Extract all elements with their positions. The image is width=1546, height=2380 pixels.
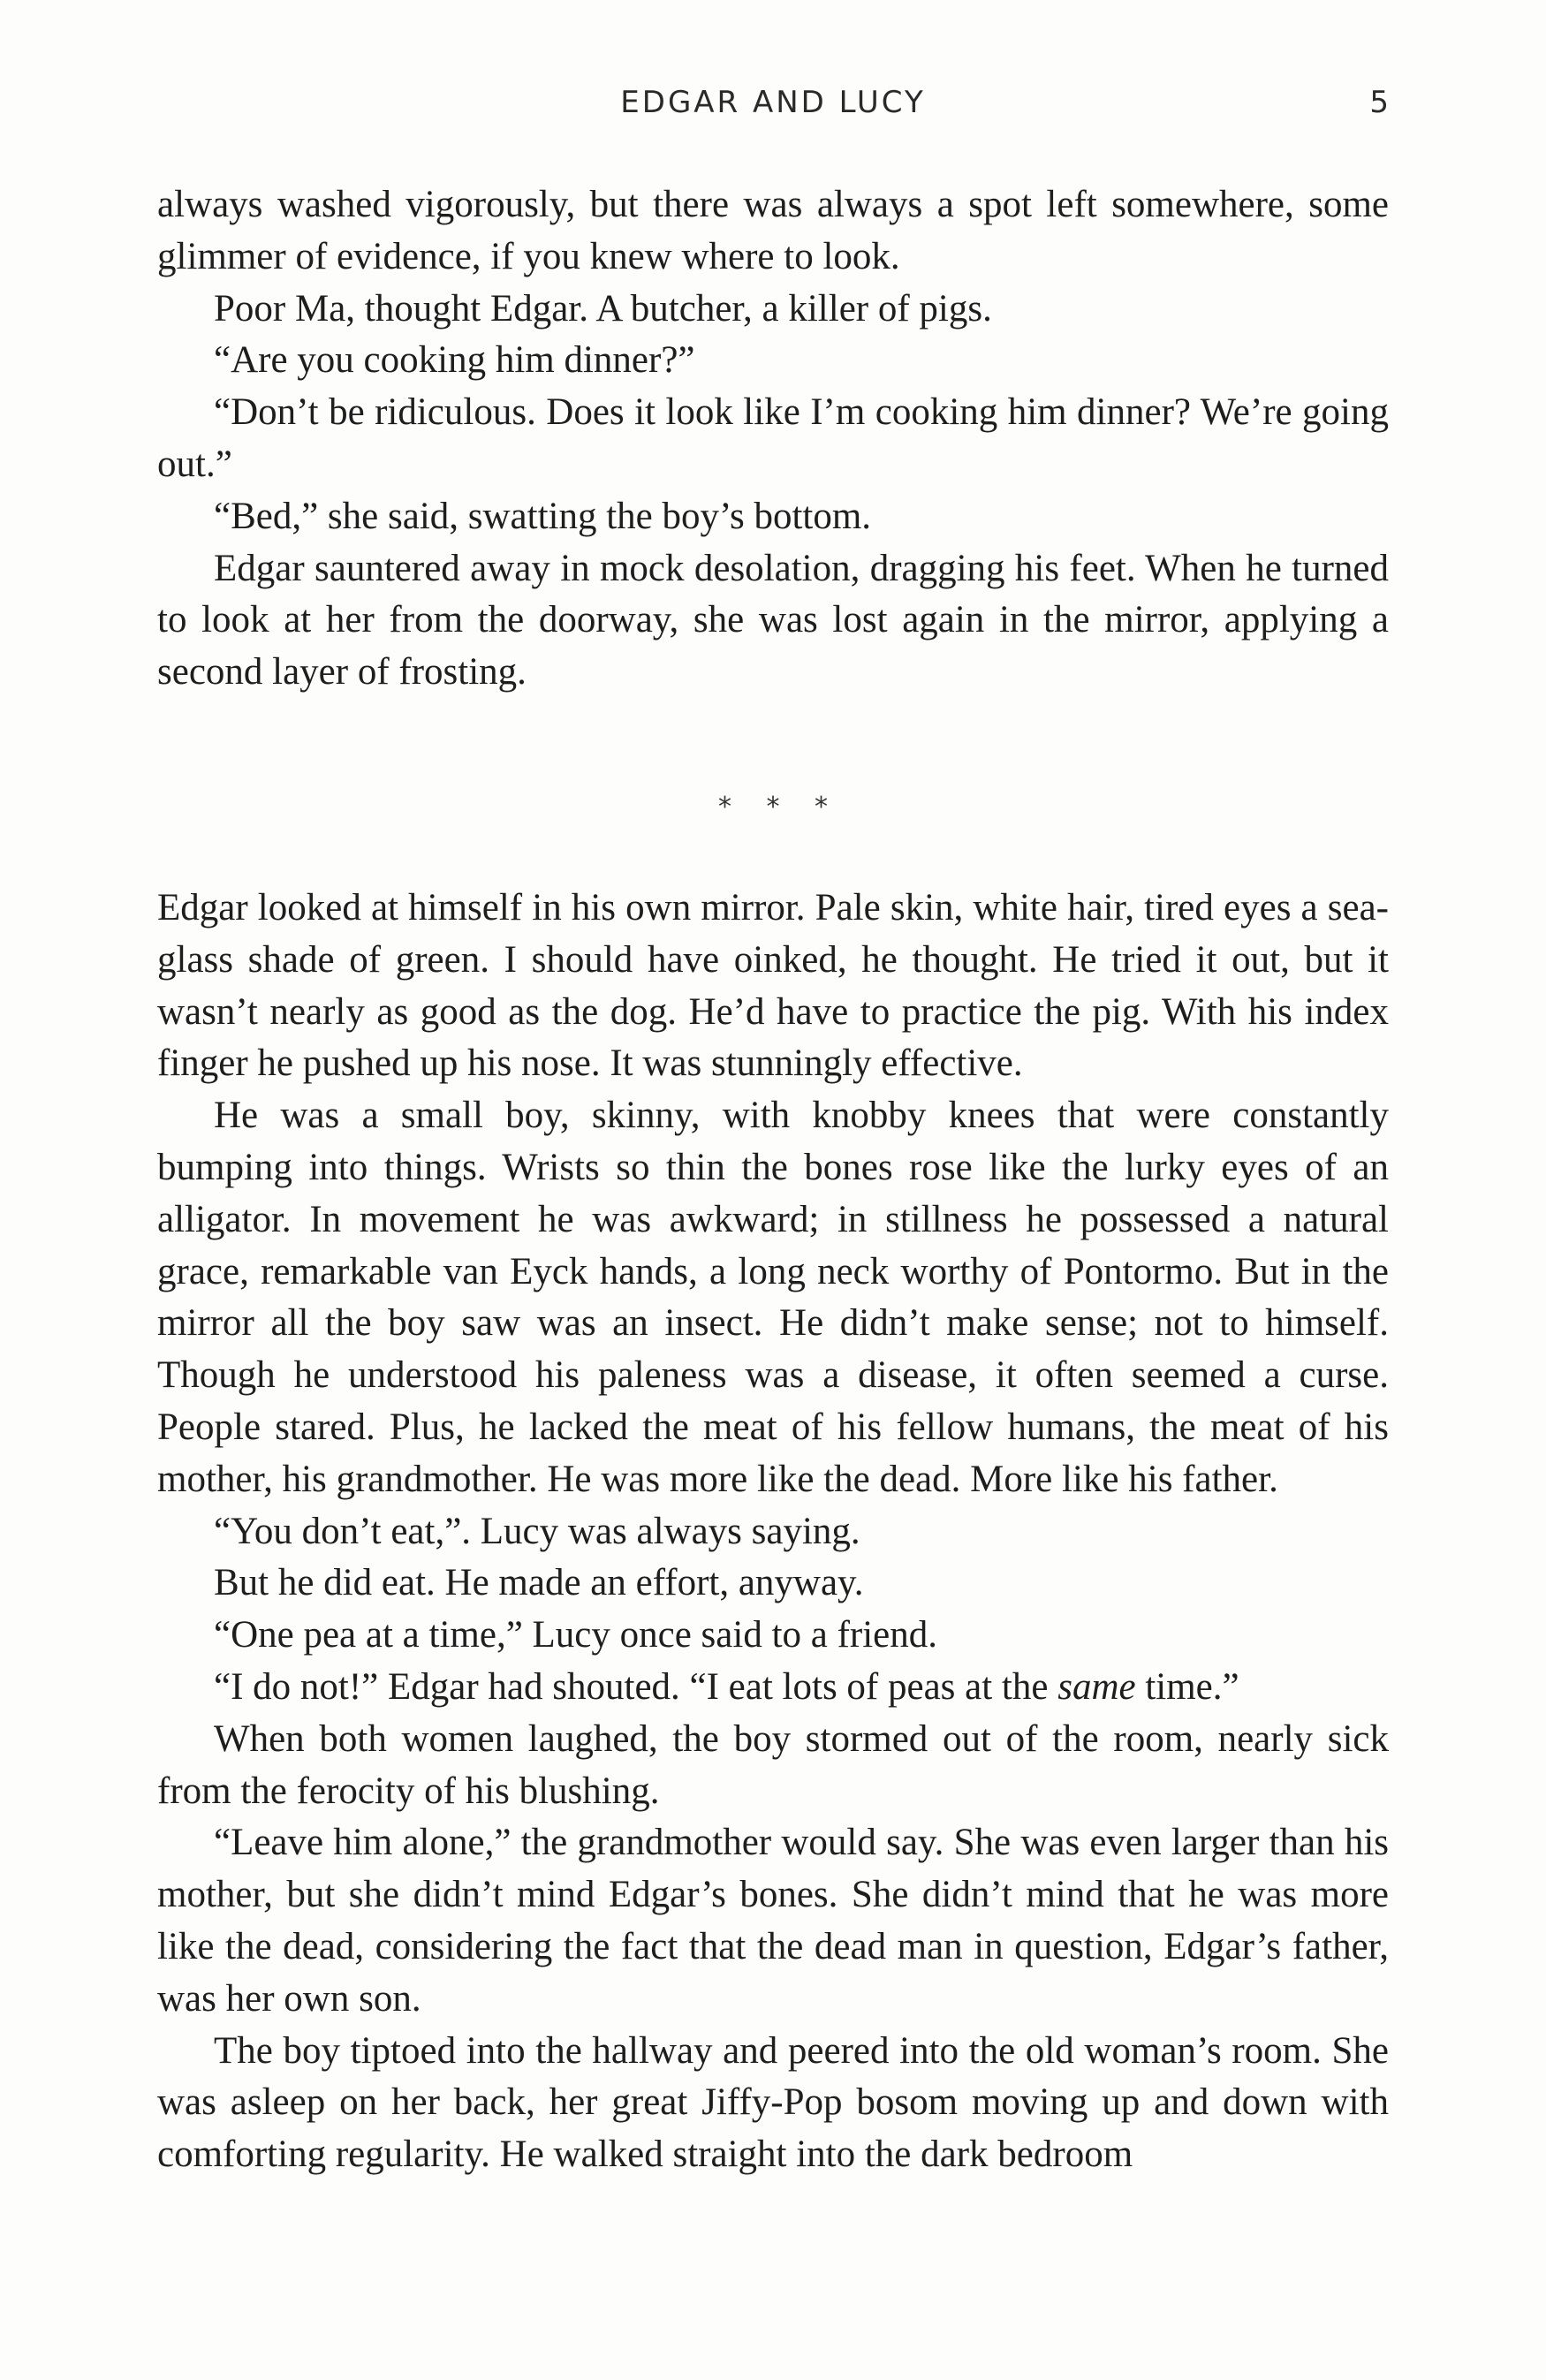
paragraph: “Bed,” she said, swatting the boy’s bottom. (214, 495, 872, 537)
paragraph-continued: always washed vigorously, but there was always a spot left somewhere, some glimmer of evidence, if you knew where to look. (157, 184, 1389, 277)
running-header (157, 85, 1389, 129)
paragraph: The boy tiptoed into the hallway and peered into the old woman’s room. She was asleep on her back, her great Jiffy-Pop bosom moving up and down with comforting regularity. He walked straight into the dark bedroom (157, 2029, 1389, 2176)
text-block-top (157, 179, 1389, 699)
paragraph: When both women laughed, the boy stormed out of the room, nearly sick from the ferocity of his blushing. (157, 1717, 1389, 1812)
section-break: * * * (717, 792, 829, 822)
paragraph: “You don’t eat,”. Lucy was always saying. (214, 1510, 860, 1552)
paragraph: “One pea at a time,” Lucy once said to a friend. (214, 1614, 938, 1656)
paragraph: “Leave him alone,” the grandmother would say. She was even larger than his mother, but she didn’t mind Edgar’s bones. She didn’t mind that he was more like the dead, considering the fact that the dead man in question, Edgar’s father, was her own son. (157, 1822, 1389, 2020)
paragraph: But he did eat. He made an effort, anyway. (214, 1562, 864, 1604)
paragraph: He was a small boy, skinny, with knobby knees that were constantly bumping into things. Wrists so thin the bones rose like the lurky eyes of an alligator. In movement he was awkward; in stillness he possessed a natural grace, remarkable van Eyck hands, a long neck worthy of Pontormo. But in the mirror all the boy saw was an insect. He didn’t make sense; not to himself. Though he understood his paleness was a disease, it often seemed a curse. People stared. Plus, he lacked the meat of his fellow humans, the meat of his mother, his grandmother. He was more like the dead. More like his father. (157, 1095, 1389, 1500)
text-run: “I do not!” Edgar had shouted. “I eat lots of peas at the (214, 1665, 1058, 1708)
text-block-main (157, 883, 1389, 2181)
paragraph: Edgar sauntered away in mock desolation, dragging his feet. When he turned to look at her from the doorway, she was lost again in the mirror, applying a second layer of frosting. (157, 547, 1389, 694)
paragraph: Poor Ma, thought Edgar. A butcher, a killer of pigs. (214, 287, 992, 330)
text-run: time.” (1135, 1665, 1239, 1708)
paragraph-section-start: Edgar looked at himself in his own mirror. Pale skin, white hair, tired eyes a sea-glass shade of green. I should have oinked, he thought. He tried it out, but it wasn’t nearly as good as the dog. He’d have to practice the pig. With his index finger he pushed up his nose. It was stunningly effective. (157, 887, 1389, 1085)
paragraph-with-italic (157, 1662, 1389, 1714)
paragraph: “Don’t be ridiculous. Does it look like I’m cooking him dinner? We’re going out.” (157, 391, 1389, 485)
paragraph: “Are you cooking him dinner?” (214, 339, 695, 382)
page-number: 5 (1369, 85, 1389, 120)
running-title: EDGAR AND LUCY (620, 85, 926, 120)
italic-word: same (1057, 1665, 1136, 1708)
